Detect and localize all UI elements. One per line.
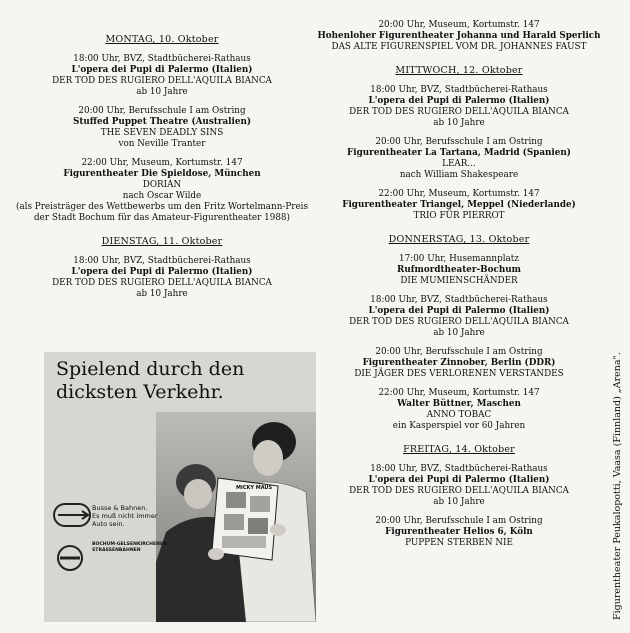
day-section: [314, 65, 604, 222]
event-time-venue: 18:00 Uhr, BVZ, Stadtbücherei-Rathaus: [370, 85, 548, 95]
event-detail: DER TOD DES RUGIERO DELL'AQUILA BIANCA: [349, 486, 569, 496]
event-time-venue: 18:00 Uhr, BVZ, Stadtbücherei-Rathaus: [370, 464, 548, 474]
event-entry: [314, 254, 604, 287]
event-time-venue: 18:00 Uhr, BVZ, Stadtbücherei-Rathaus: [370, 295, 548, 305]
ad-operator-line-2: STRASSENBAHNEN: [92, 548, 141, 553]
ad-headline: [56, 358, 276, 404]
event-detail: DER TOD DES RUGIERO DELL'AQUILA BIANCA: [349, 107, 569, 117]
ad-slogan-line-3: Auto sein.: [92, 520, 125, 528]
event-time-venue: 22:00 Uhr, Museum, Kortumstr. 147: [81, 158, 243, 168]
event-time-venue: 20:00 Uhr, Berufsschule I am Ostring: [375, 516, 543, 526]
event-detail: THE SEVEN DEADLY SINS: [100, 128, 224, 138]
comic-panel: [226, 492, 246, 508]
ad-slogan-line-1: Busse & Bahnen.: [92, 504, 148, 512]
event-company: Stuffed Puppet Theatre (Australien): [72, 117, 252, 127]
ad-photo: [156, 412, 316, 622]
event-detail: nach William Shakespeare: [399, 170, 519, 180]
event-detail: DAS ALTE FIGURENSPIEL VOM DR. JOHANNES FAUST: [331, 42, 587, 52]
event-company: Figurentheater Die Spieldose, München: [63, 169, 261, 179]
event-detail: (als Preisträger des Wettbewerbs um den Fritz Wortelmann-Preis: [16, 202, 308, 212]
ad-slogan-line-2: Es muß nicht immer: [92, 512, 158, 520]
event-detail: ab 10 Jahre: [136, 87, 188, 97]
day-section: [314, 234, 604, 432]
event-detail: von Neville Tranter: [118, 139, 206, 149]
day-section: [314, 444, 604, 549]
event-detail: ab 10 Jahre: [433, 118, 485, 128]
event-entry: [314, 189, 604, 222]
event-company: Rufmordtheater-Bochum: [397, 265, 521, 275]
event-company: Hohenloher Figurentheater Johanna und Harald Sperlich: [317, 31, 601, 41]
hand: [208, 548, 224, 560]
advertisement: [44, 352, 316, 622]
event-entry: [314, 295, 604, 339]
event-detail: DIE JÄGER DES VERLORENEN VERSTANDES: [354, 369, 564, 379]
adult-face: [253, 440, 283, 476]
comic-panel: [222, 536, 266, 548]
event-detail: PUPPEN STERBEN NIE: [405, 538, 513, 548]
day-section: [314, 20, 604, 53]
event-detail: TRIO FÜR PIERROT: [413, 211, 505, 221]
event-time-venue: 18:00 Uhr, BVZ, Stadtbücherei-Rathaus: [73, 54, 251, 64]
event-time-venue: 20:00 Uhr, Berufsschule I am Ostring: [375, 137, 543, 147]
ad-operator: [92, 542, 172, 554]
comic-panel: [250, 496, 270, 512]
event-entry: [314, 85, 604, 129]
event-detail: der Stadt Bochum für das Amateur-Figurentheater 1988): [34, 213, 290, 223]
event-entry: [314, 388, 604, 432]
event-entry: [314, 464, 604, 508]
event-time-venue: 22:00 Uhr, Museum, Kortumstr. 147: [378, 388, 540, 398]
event-time-venue: 22:00 Uhr, Museum, Kortumstr. 147: [378, 189, 540, 199]
event-detail: ab 10 Jahre: [433, 497, 485, 507]
day-heading: MONTAG, 10. Oktober: [105, 34, 219, 45]
event-company: Figurentheater Triangel, Meppel (Niederlande): [342, 200, 576, 210]
event-time-venue: 20:00 Uhr, Museum, Kortumstr. 147: [378, 20, 540, 30]
event-company: L'opera dei Pupi di Palermo (Italien): [368, 96, 550, 106]
event-time-venue: 18:00 Uhr, BVZ, Stadtbücherei-Rathaus: [73, 256, 251, 266]
event-detail: ab 10 Jahre: [136, 289, 188, 299]
event-detail: DIE MUMIENSCHÄNDER: [400, 276, 518, 286]
event-entry: [314, 347, 604, 380]
event-detail: LEAR...: [442, 159, 476, 169]
event-entry: [314, 20, 604, 53]
event-entry: [314, 137, 604, 181]
day-heading: DIENSTAG, 11. Oktober: [101, 236, 223, 247]
event-entry: [314, 516, 604, 549]
event-detail: DER TOD DES RUGIERO DELL'AQUILA BIANCA: [52, 278, 272, 288]
event-detail: ab 10 Jahre: [433, 328, 485, 338]
event-time-venue: 20:00 Uhr, Berufsschule I am Ostring: [375, 347, 543, 357]
child-face: [184, 479, 212, 509]
day-heading: FREITAG, 14. Oktober: [403, 444, 515, 455]
day-section: [12, 236, 312, 300]
comic-title: MICKY MAUS: [236, 485, 273, 491]
comic-panel: [248, 518, 268, 534]
event-detail: DORIAN: [142, 180, 182, 190]
event-detail: DER TOD DES RUGIERO DELL'AQUILA BIANCA: [52, 76, 272, 86]
event-entry: [12, 256, 312, 300]
event-company: Figurentheater Zinnober, Berlin (DDR): [362, 358, 556, 368]
event-company: L'opera dei Pupi di Palermo (Italien): [368, 475, 550, 485]
event-entry: [12, 54, 312, 98]
right-column: [314, 20, 604, 561]
arrow-icon: [58, 511, 88, 519]
event-company: Walter Büttner, Maschen: [397, 399, 521, 409]
event-entry: [12, 106, 312, 150]
ad-operator-line-1: BOCHUM-GELSENKIRCHENER: [92, 542, 167, 547]
ad-headline-line-1: Spielend durch den: [56, 358, 245, 380]
event-time-venue: 20:00 Uhr, Berufsschule I am Ostring: [78, 106, 246, 116]
event-entry: [12, 158, 312, 224]
left-column: [12, 34, 312, 312]
day-section: [12, 34, 312, 224]
ad-slogan: [92, 504, 162, 528]
event-detail: ein Kasperspiel vor 60 Jahren: [392, 421, 526, 431]
event-detail: nach Oscar Wilde: [122, 191, 202, 201]
ad-headline-line-2: dicksten Verkehr.: [56, 381, 224, 403]
event-company: Figurentheater Helios 6, Köln: [385, 527, 533, 537]
event-detail: ANNO TOBAC: [426, 410, 492, 420]
event-detail: DER TOD DES RUGIERO DELL'AQUILA BIANCA: [349, 317, 569, 327]
side-caption: Figurentheater Peukalopotti, Vaasa (Finnland) „Arena".: [612, 352, 623, 620]
event-company: L'opera dei Pupi di Palermo (Italien): [71, 267, 253, 277]
event-time-venue: 17:00 Uhr, Husemannplatz: [399, 254, 519, 264]
day-heading: DONNERSTAG, 13. Oktober: [388, 234, 530, 245]
day-heading: MITTWOCH, 12. Oktober: [395, 65, 523, 76]
hand: [270, 524, 286, 536]
event-company: L'opera dei Pupi di Palermo (Italien): [71, 65, 253, 75]
comic-panel: [224, 514, 244, 530]
event-company: Figurentheater La Tartana, Madrid (Spanien): [347, 148, 571, 158]
event-company: L'opera dei Pupi di Palermo (Italien): [368, 306, 550, 316]
